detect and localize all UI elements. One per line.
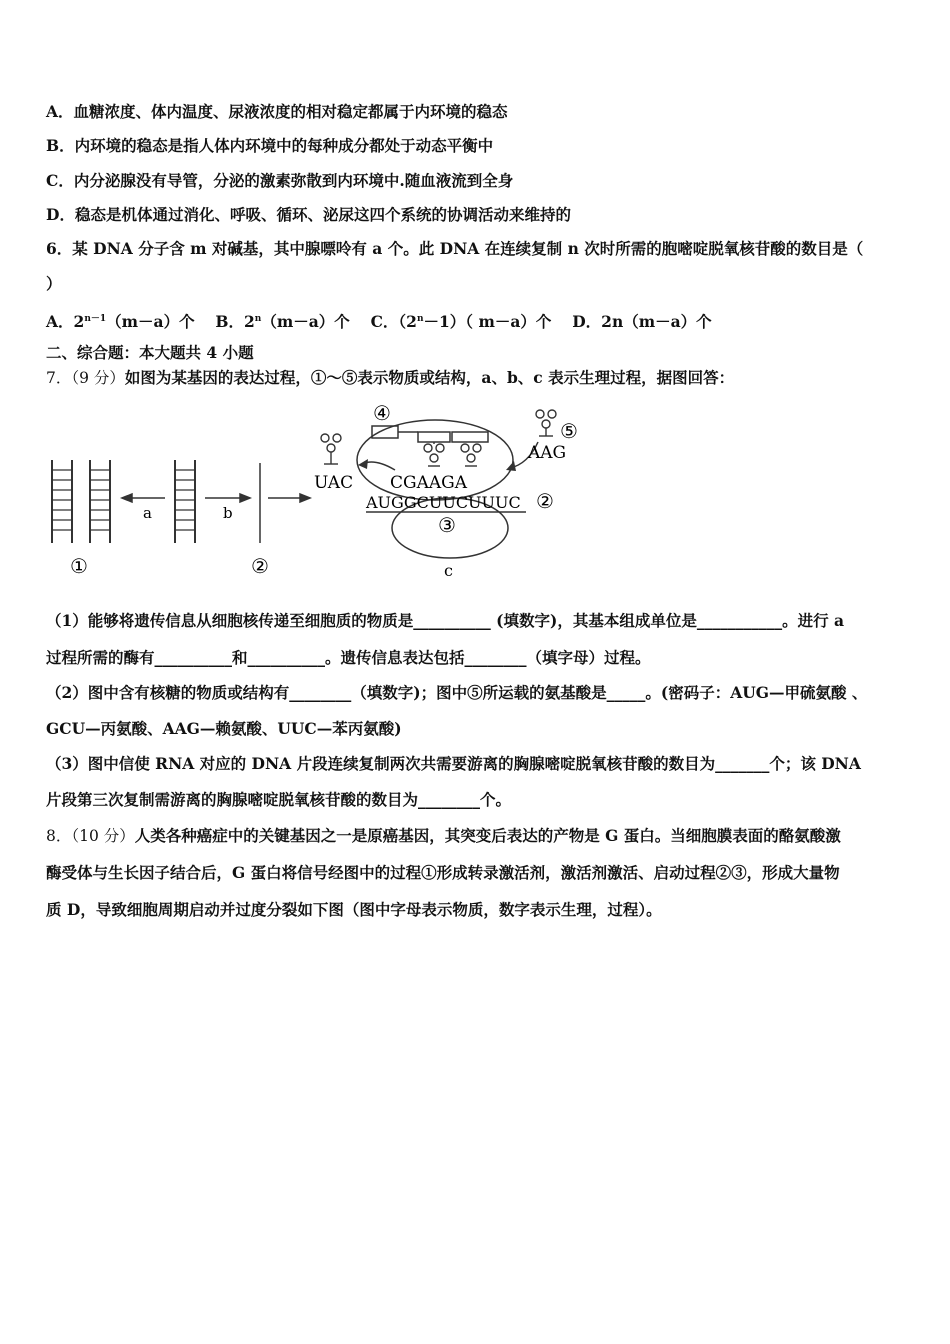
- q6-stem-end: ）: [46, 274, 62, 293]
- mrna-sequence: AUGGCUUCUUUC: [366, 493, 521, 512]
- label-1: ①: [70, 554, 88, 578]
- label-b: b: [223, 504, 233, 522]
- q6-options: [46, 309, 712, 332]
- label-2-left: ②: [251, 554, 269, 578]
- option-d-q5: D．稳态是机体通过消化、呼吸、循环、泌尿这四个系统的协调活动来维持的: [46, 205, 571, 224]
- q6-option-b: B．$2^n(m-a)$个: [215, 312, 350, 332]
- option-a-q5: A．血糖浓度、体内温度、尿液浓度的相对稳定都属于内环境的稳态: [46, 102, 508, 121]
- option-c-q5: C．内分泌腺没有导管，分泌的激素弥散到内环境中.随血液流到全身: [46, 171, 514, 190]
- trna-icons: [321, 410, 556, 466]
- q7-stem: 7．（9 分）如图为某基因的表达过程，①～⑤表示物质或结构，a、b、c 表示生理过程，据图回答：: [46, 368, 735, 387]
- anticodon-aag: AAG: [528, 443, 567, 463]
- q7-part2-line2: GCU—丙氨酸、AAG—赖氨酸、UUC—苯丙氨酸): [46, 719, 402, 738]
- label-2-right: ②: [536, 489, 554, 513]
- q6-option-d: D．2n（m－a）个: [572, 312, 712, 332]
- anticodon-cgaaga: CGAAGA: [390, 473, 467, 493]
- label-4: ④: [373, 401, 391, 425]
- section-2-heading: 二、综合题：本大题共 4 小题: [46, 343, 254, 362]
- anticodon-uac: UAC: [314, 473, 354, 493]
- q6-option-c: C．$(2^n-1)$（ m－a）个: [370, 312, 552, 332]
- label-a: a: [143, 504, 152, 522]
- q7-part2-line1: （2）图中含有核糖的物质或结构有________（填数字)；图中⑤所运载的氨基酸是_____。(密码子：AUG—甲硫氨酸 、: [46, 683, 868, 702]
- q8-line1: 8．（10 分）人类各种癌症中的关键基因之一是原癌基因，其突变后表达的产物是 G 蛋白。当细胞膜表面的酪氨酸激: [46, 826, 841, 845]
- label-c: c: [444, 561, 453, 580]
- option-b-q5: B．内环境的稳态是指人体内环境中的每种成分都处于动态平衡中: [46, 136, 494, 155]
- q6-stem: 6．某 DNA 分子含 m 对碱基，其中腺嘌呤有 a 个。此 DNA 在连续复制 n 次时所需的胞嘧啶脱氧核苷酸的数目是（: [46, 239, 864, 258]
- gene-expression-diagram: [40, 398, 600, 588]
- label-5: ⑤: [560, 419, 578, 443]
- q7-part3-line2: 片段第三次复制需游离的胸腺嘧啶脱氧核苷酸的数目为________个。: [46, 790, 512, 809]
- q7-part3-line1: （3）图中信使 RNA 对应的 DNA 片段连续复制两次共需要游离的胸腺嘧啶脱氧核苷酸的数目为_______个；该 DNA: [46, 754, 861, 773]
- q7-part1-line2: 过程所需的酶有__________和__________。遗传信息表达包括________（填字母）过程。: [46, 648, 651, 667]
- q8-line2: 酶受体与生长因子结合后，G 蛋白将信号经图中的过程①形成转录激活剂，激活剂激活、启动过程②③，形成大量物: [46, 863, 840, 882]
- label-3: ③: [438, 513, 456, 537]
- q8-line3: 质 D，导致细胞周期启动并过度分裂如下图（图中字母表示物质，数字表示生理，过程）。: [46, 900, 662, 919]
- q6-option-a: A．$2^{n-1}(m-a)$个: [46, 312, 195, 332]
- q7-part1-line1: （1）能够将遗传信息从细胞核传递至细胞质的物质是__________ (填数字)，其基本组成单位是___________。进行 a: [46, 611, 845, 630]
